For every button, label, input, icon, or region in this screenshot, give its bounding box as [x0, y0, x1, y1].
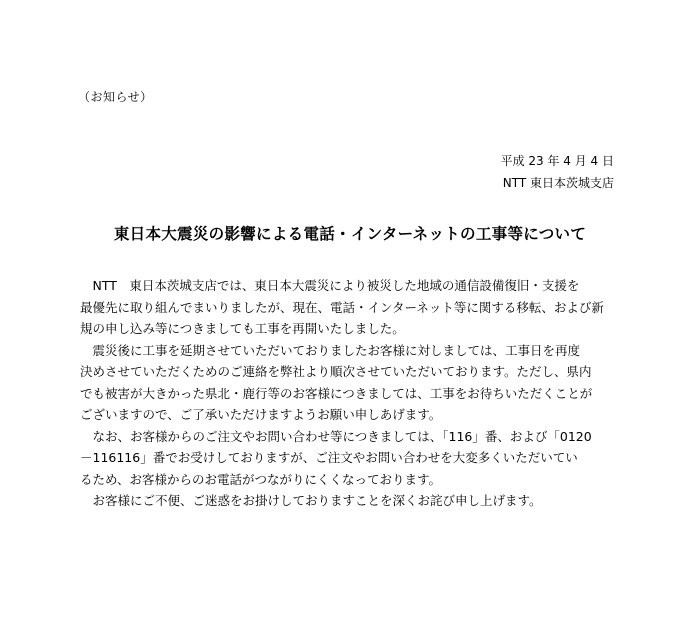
text-line: 最優先に取り組んでまいりましたが、現在、電話・インターネット等に関する移転、および新	[80, 299, 604, 315]
paragraph	[80, 275, 620, 340]
text-line: でも被害が大きかった県北・鹿行等のお客様につきましては、工事をお待ちいただくことが	[80, 385, 593, 401]
issue-date: 平成 23 年 4 月 4 日	[500, 154, 614, 168]
text-line: 規の申し込み等につきましても工事を再開いたしました。	[80, 321, 405, 336]
text-line: なお、お客様からのご注文やお問い合わせ等につきましては、「116」番、および「0120	[80, 428, 592, 444]
text-line: 震災後に工事を延期させていただいておりましたお客様に対しましては、工事日を再度	[80, 342, 581, 358]
document-title: 東日本大震災の影響による電話・インターネットの工事等について	[113, 225, 587, 243]
paragraph	[80, 340, 620, 426]
text-line: るため、お客様からのお電話がつながりにくくなっております。	[80, 471, 442, 487]
issuer-name: NTT 東日本茨城支店	[502, 176, 614, 190]
text-line: －116116」番でお受けしておりますが、ご注文やお問い合わせを大変多くいただいてい	[80, 450, 578, 465]
text-line: お客様にご不便、ご迷惑をお掛けしておりますことを深くお詫び申し上げます。	[80, 493, 542, 508]
date-block	[501, 150, 614, 194]
text-line: ございますので、ご了承いただけますようお願い申しあげます。	[80, 407, 442, 422]
document-body	[80, 275, 620, 512]
paragraph	[80, 490, 620, 512]
text-line: NTT 東日本茨城支店では、東日本大震災により被災した地域の通信設備復旧・支援を	[80, 278, 580, 293]
text-line: 決めさせていただくためのご連絡を弊社より順次させていただいております。ただし、県内	[80, 364, 592, 379]
paragraph	[80, 426, 620, 491]
notice-label: （お知らせ）	[78, 90, 153, 104]
